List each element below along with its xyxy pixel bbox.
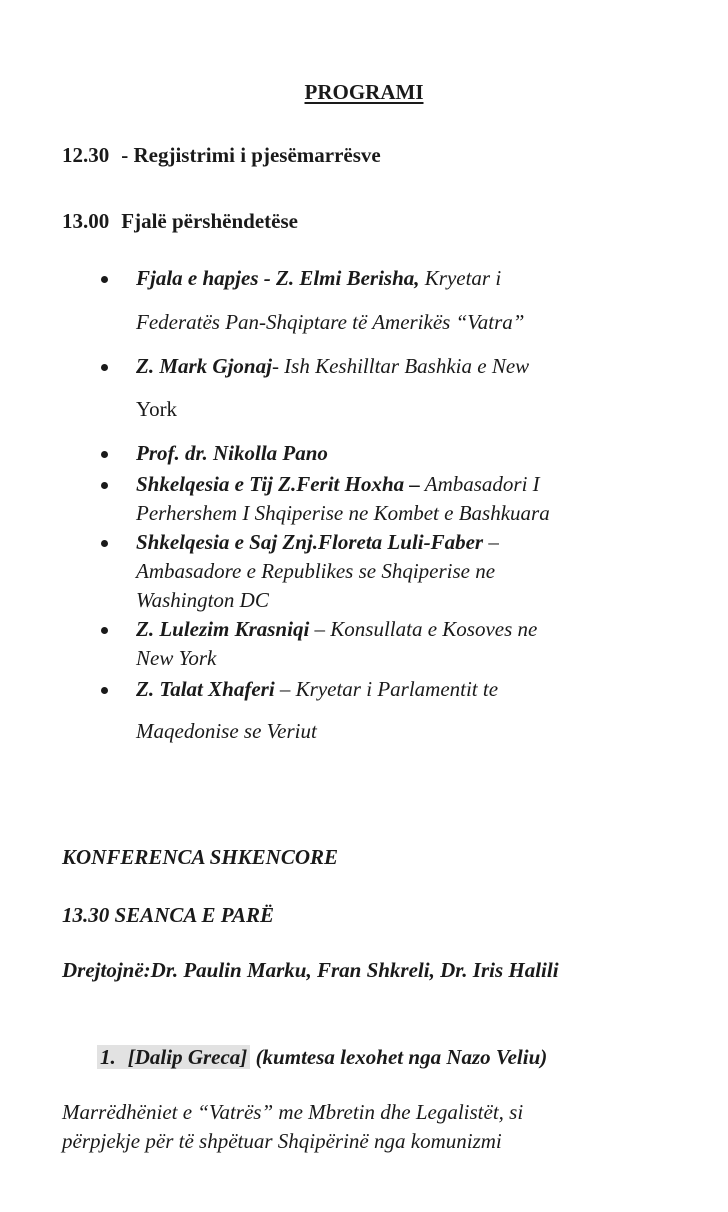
speaker-line: New York: [136, 646, 217, 670]
schedule-time: 12.30: [62, 143, 110, 167]
speaker-line: Z. Talat Xhaferi – Kryetar i Parlamentit te: [136, 677, 499, 701]
paper-number: 1.: [100, 1045, 116, 1069]
speaker-line: Shkelqesia e Tij Z.Ferit Hoxha – Ambasadori I: [136, 472, 540, 496]
speaker-line: Fjala e hapjes - Z. Elmi Berisha, Kryetar i: [136, 266, 502, 290]
speaker-line: Z. Mark Gjonaj- Ish Keshilltar Bashkia e New: [136, 354, 530, 378]
page-title: PROGRAMI: [304, 80, 424, 104]
bullet-icon: [101, 540, 108, 547]
bullet-icon: [101, 627, 108, 634]
speaker-line: Ambasadore e Republikes se Shqiperise ne: [136, 559, 496, 583]
conference-heading: KONFERENCA SHKENCORE: [62, 845, 339, 869]
schedule-time: 13.00: [62, 209, 110, 233]
paper-author: [Dalip Greca]: [127, 1045, 248, 1069]
paper-title-line: përpjekje për të shpëtuar Shqipërinë nga komunizmi: [62, 1129, 502, 1153]
bullet-icon: [101, 276, 108, 283]
paper-note: (kumtesa lexohet nga Nazo Veliu): [255, 1045, 548, 1069]
bullet-icon: [101, 451, 108, 458]
schedule-text: Fjalë përshëndetëse: [121, 209, 298, 233]
speaker-line: Prof. dr. Nikolla Pano: [136, 441, 328, 465]
speaker-line: Shkelqesia e Saj Znj.Floreta Luli-Faber –: [136, 530, 499, 554]
schedule-item-greetings: [62, 209, 298, 234]
speaker-line: Maqedonise se Veriut: [136, 719, 317, 743]
session-heading: 13.30 SEANCA E PARË: [62, 903, 275, 927]
paper-number-author-highlight: [97, 1045, 250, 1069]
bullet-icon: [101, 364, 108, 371]
paper-title-line: Marrëdhëniet e “Vatrës” me Mbretin dhe Legalistët, si: [62, 1100, 524, 1124]
moderators-line: Drejtojnë:Dr. Paulin Marku, Fran Shkreli, Dr. Iris Halili: [62, 958, 559, 982]
speaker-line: Z. Lulezim Krasniqi – Konsullata e Kosoves ne: [136, 617, 538, 641]
speaker-line: Perhershem I Shqiperise ne Kombet e Bashkuara: [136, 501, 550, 525]
bullet-icon: [101, 687, 108, 694]
schedule-item-registration: [62, 143, 381, 168]
speaker-line: Washington DC: [136, 588, 269, 612]
speaker-line: Federatës Pan-Shqiptare të Amerikës “Vatra”: [136, 310, 525, 334]
bullet-icon: [101, 482, 108, 489]
speaker-line: York: [136, 397, 178, 421]
paper-entry: [100, 1045, 547, 1070]
schedule-text: - Regjistrimi i pjesëmarrësve: [121, 143, 381, 167]
